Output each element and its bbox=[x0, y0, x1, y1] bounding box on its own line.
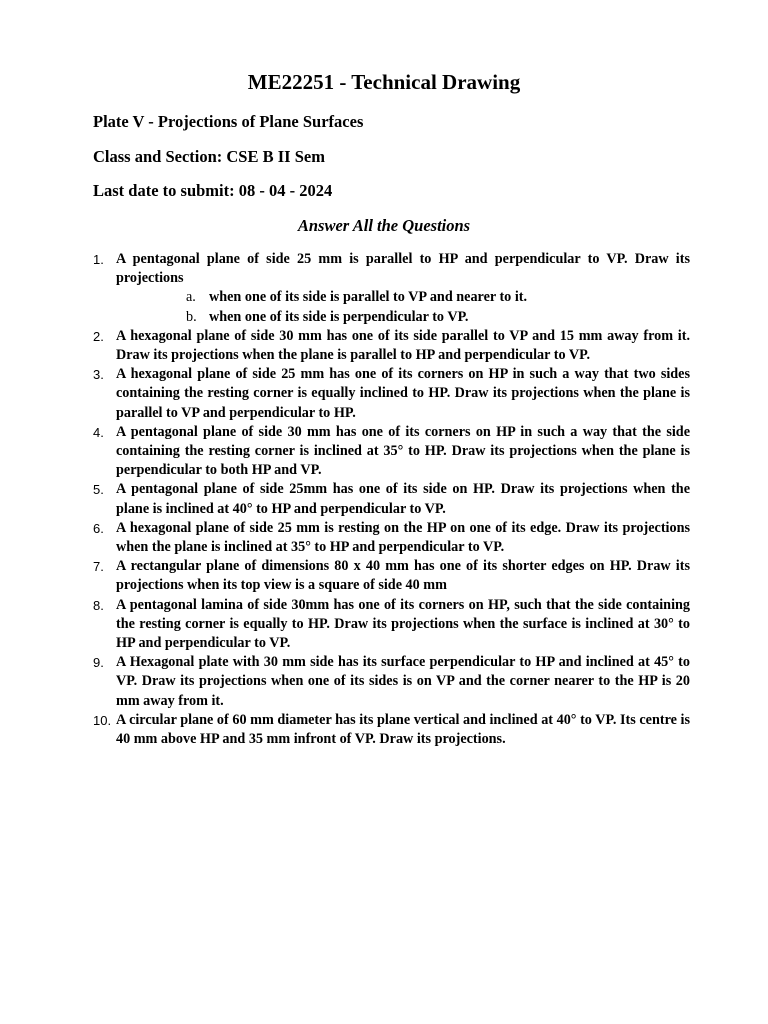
instruction-heading: Answer All the Questions bbox=[297, 216, 471, 235]
question-text: A rectangular plane of dimensions 80 x 40 mm has one of its shorter edges on HP. Draw its projections when its top view is a square of side 40 mm bbox=[116, 558, 690, 594]
sub-question-item bbox=[186, 288, 690, 307]
question-number: 8. bbox=[93, 597, 104, 613]
question-item bbox=[93, 557, 690, 595]
question-text: A pentagonal plane of side 25mm has one of its side on HP. Draw its projections when the plane is inclined at 40° to HP and perpendicular to VP. bbox=[116, 481, 690, 517]
question-item bbox=[93, 711, 690, 749]
question-number: 5. bbox=[93, 482, 104, 498]
question-list bbox=[93, 250, 690, 749]
question-number: 3. bbox=[93, 367, 104, 383]
question-item bbox=[93, 365, 690, 423]
sub-question-label: b. bbox=[186, 308, 197, 325]
plate-heading: Plate V - Projections of Plane Surfaces bbox=[93, 112, 364, 131]
question-item bbox=[93, 250, 690, 327]
question-number: 1. bbox=[93, 252, 104, 267]
question-item bbox=[93, 480, 690, 518]
question-text: A hexagonal plane of side 25 mm is resting on the HP on one of its edge. Draw its projections when the plane is inclined at 35° to HP and perpendicular to VP. bbox=[116, 519, 690, 556]
question-item bbox=[93, 519, 690, 557]
question-text: A hexagonal plane of side 25 mm has one of its corners on HP in such a way that two sides containing the resting corner is equally inclined to HP. Draw its projections when the plane is parallel to VP and perpendicular to HP. bbox=[116, 366, 690, 421]
sub-question-list bbox=[116, 288, 690, 326]
question-item bbox=[93, 327, 690, 365]
question-text: A hexagonal plane of side 30 mm has one of its side parallel to VP and 15 mm away from it. Draw its projections when the plane is parallel to HP and perpendicular to VP. bbox=[116, 327, 690, 364]
question-text: A Hexagonal plate with 30 mm side has its surface perpendicular to HP and inclined at 45° to VP. Draw its projections when one of its sides is on VP and the corner nearer to the HP is 20 mm away from it. bbox=[116, 654, 690, 709]
question-number: 2. bbox=[93, 328, 104, 344]
question-text: A circular plane of 60 mm diameter has its plane vertical and inclined at 40° to VP. Its centre is 40 mm above HP and 35 mm infront of VP. Draw its projections. bbox=[116, 711, 690, 748]
question-number: 7. bbox=[93, 559, 104, 575]
sub-question-text: when one of its side is perpendicular to VP. bbox=[209, 308, 469, 325]
question-item bbox=[93, 423, 690, 481]
class-section: Class and Section: CSE B II Sem bbox=[93, 147, 325, 166]
question-item bbox=[93, 653, 690, 711]
sub-question-label: a. bbox=[186, 289, 196, 306]
due-date: Last date to submit: 08 - 04 - 2024 bbox=[93, 181, 333, 200]
question-text: A pentagonal plane of side 30 mm has one of its corners on HP in such a way that the side containing the resting corner is inclined at 35° to HP. Draw its projections when the plane is perpendicular to both HP and VP. bbox=[116, 423, 690, 479]
question-number: 9. bbox=[93, 655, 104, 671]
question-number: 4. bbox=[93, 424, 104, 440]
question-text: A pentagonal plane of side 25 mm is parallel to HP and perpendicular to VP. Draw its projections bbox=[116, 251, 690, 287]
question-number: 10. bbox=[93, 712, 112, 728]
question-text: A pentagonal lamina of side 30mm has one of its corners on HP, such that the side containing the resting corner is equally to HP. Draw its projections when the surface is inclined at 30° to HP and perpendicular to VP. bbox=[116, 596, 690, 652]
sub-question-text: when one of its side is parallel to VP and nearer to it. bbox=[209, 289, 528, 306]
question-item bbox=[93, 596, 690, 654]
question-number: 6. bbox=[93, 520, 104, 536]
document-title: ME22251 - Technical Drawing bbox=[247, 70, 521, 94]
sub-question-item bbox=[186, 308, 690, 327]
